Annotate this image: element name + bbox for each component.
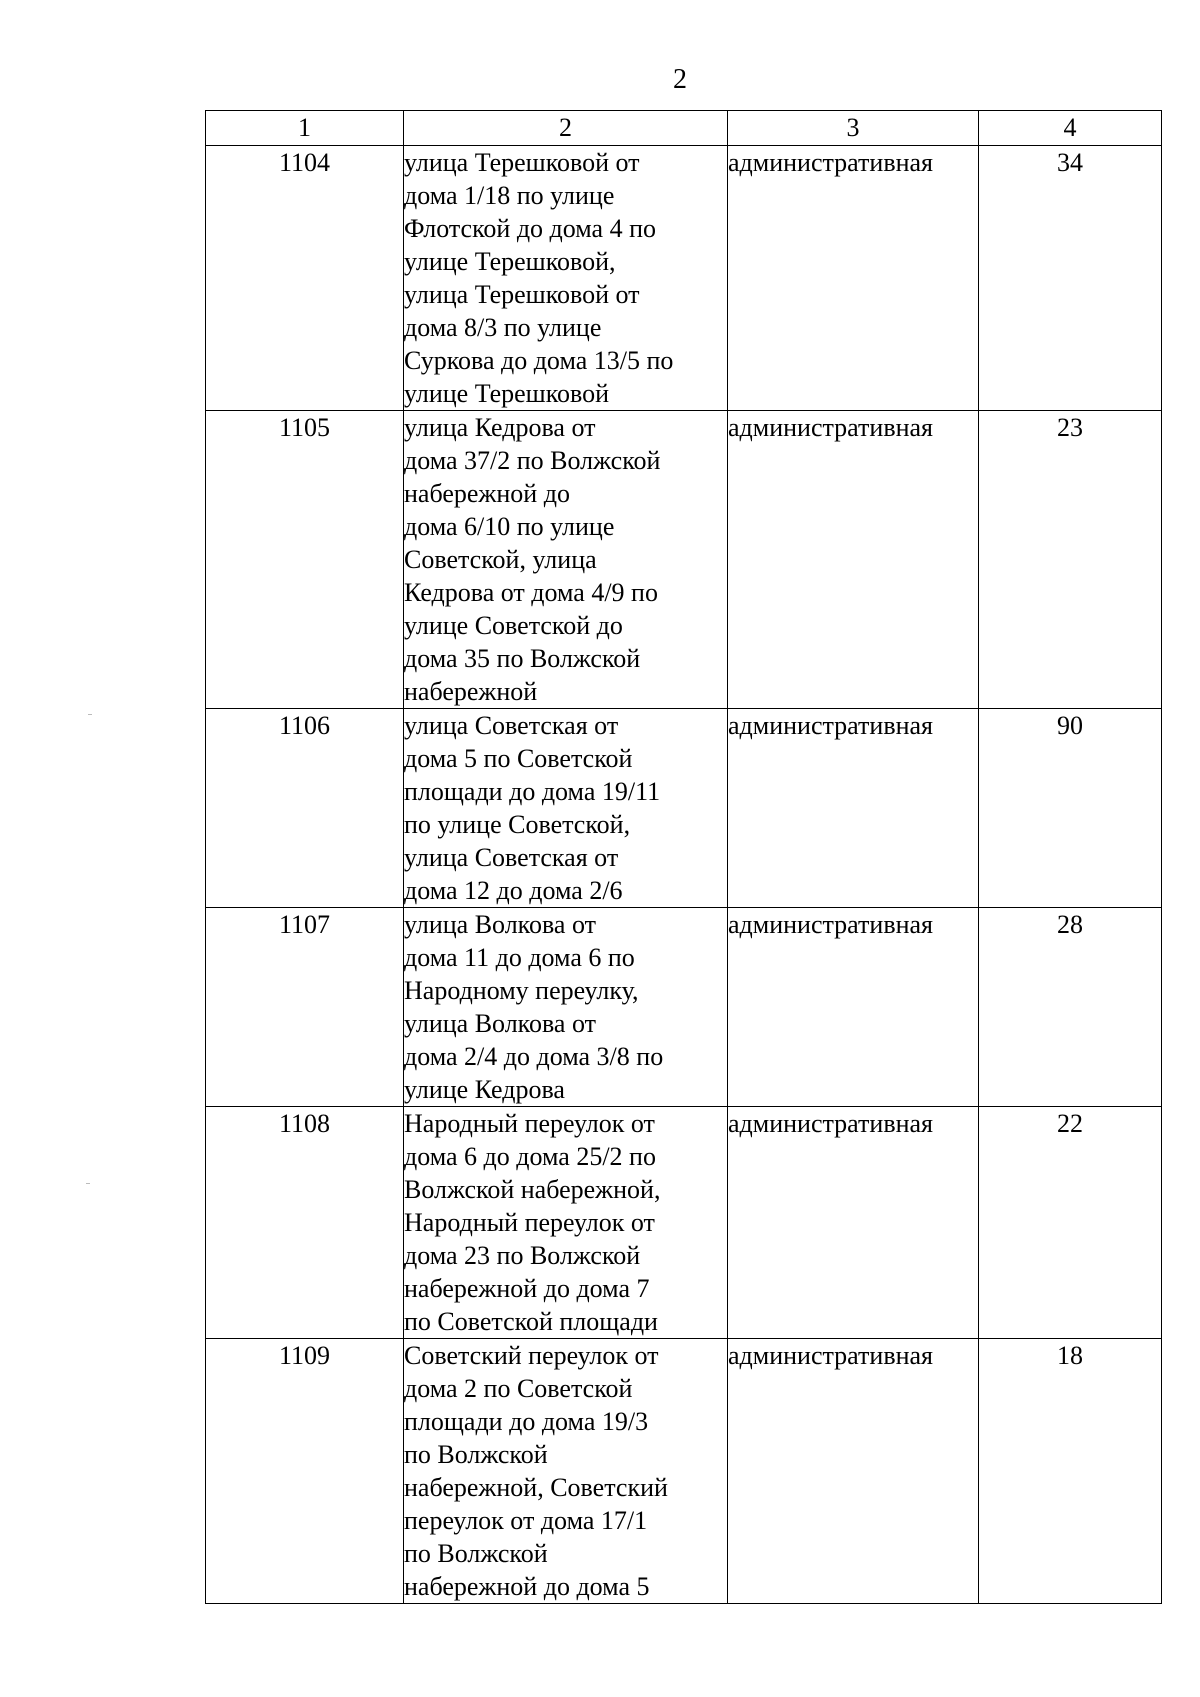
- description-line: дома 6/10 по улице: [404, 512, 615, 541]
- description-line: дома 12 до дома 2/6: [404, 876, 623, 905]
- value-cell: 18: [979, 1339, 1162, 1604]
- value-cell: 34: [979, 146, 1162, 411]
- description-line: улица Советская от: [404, 843, 619, 872]
- description-line: Народный переулок от: [404, 1109, 655, 1138]
- description-line: переулок от дома 17/1: [404, 1506, 648, 1535]
- description-line: дома 23 по Волжской: [404, 1241, 641, 1270]
- value-cell: 23: [979, 411, 1162, 709]
- row-number-cell: 1108: [206, 1107, 404, 1339]
- description-line: улица Терешковой от: [404, 280, 640, 309]
- description-line: Народному переулку,: [404, 976, 639, 1005]
- value-cell: 90: [979, 709, 1162, 908]
- description-line: Кедрова от дома 4/9 по: [404, 578, 658, 607]
- description-line: улице Советской до: [404, 611, 623, 640]
- table-row: [206, 411, 1162, 709]
- column-header-2: 2: [404, 111, 728, 146]
- street-type-cell: административная: [728, 1107, 979, 1339]
- table-row: [206, 146, 1162, 411]
- description-line: улице Кедрова: [404, 1075, 565, 1104]
- description-line: дома 2 по Советской: [404, 1374, 633, 1403]
- description-line: набережной: [404, 677, 538, 706]
- description-line: улица Волкова от: [404, 910, 596, 939]
- description-line: Волжской набережной,: [404, 1175, 661, 1204]
- street-description-cell: [404, 709, 728, 908]
- scan-speck: [88, 714, 92, 715]
- description-line: дома 8/3 по улице: [404, 313, 602, 342]
- description-line: улица Волкова от: [404, 1009, 596, 1038]
- table-row: [206, 908, 1162, 1107]
- description-line: дома 11 до дома 6 по: [404, 943, 635, 972]
- description-line: по Советской площади: [404, 1307, 658, 1336]
- street-type-cell: административная: [728, 1339, 979, 1604]
- street-type-cell: административная: [728, 709, 979, 908]
- value-cell: 28: [979, 908, 1162, 1107]
- page-number: 2: [673, 64, 687, 95]
- row-number-cell: 1104: [206, 146, 404, 411]
- column-header-3: 3: [728, 111, 979, 146]
- table-header-row: [206, 111, 1162, 146]
- table-row: [206, 709, 1162, 908]
- description-line: набережной до: [404, 479, 570, 508]
- description-line: по Волжской: [404, 1440, 548, 1469]
- description-line: Советский переулок от: [404, 1341, 659, 1370]
- registry-table: [205, 110, 1162, 1604]
- description-line: набережной, Советский: [404, 1473, 668, 1502]
- description-line: Флотской до дома 4 по: [404, 214, 657, 243]
- description-line: дома 5 по Советской: [404, 744, 633, 773]
- row-number-cell: 1107: [206, 908, 404, 1107]
- description-line: площади до дома 19/3: [404, 1407, 649, 1436]
- street-type-cell: административная: [728, 908, 979, 1107]
- row-number-cell: 1106: [206, 709, 404, 908]
- row-number-cell: 1109: [206, 1339, 404, 1604]
- row-number-cell: 1105: [206, 411, 404, 709]
- description-line: набережной до дома 7: [404, 1274, 650, 1303]
- description-line: дома 2/4 до дома 3/8 по: [404, 1042, 664, 1071]
- description-line: площади до дома 19/11: [404, 777, 661, 806]
- description-line: по улице Советской,: [404, 810, 631, 839]
- street-description-cell: [404, 411, 728, 709]
- description-line: Суркова до дома 13/5 по: [404, 346, 674, 375]
- table-row: [206, 1339, 1162, 1604]
- column-header-4: 4: [979, 111, 1162, 146]
- street-description-cell: [404, 1339, 728, 1604]
- scan-speck: [86, 1183, 90, 1184]
- street-description-cell: [404, 1107, 728, 1339]
- description-line: дома 37/2 по Волжской: [404, 446, 661, 475]
- description-line: улице Терешковой,: [404, 247, 616, 276]
- street-type-cell: административная: [728, 411, 979, 709]
- description-line: улица Кедрова от: [404, 413, 596, 442]
- street-description-cell: [404, 908, 728, 1107]
- table-row: [206, 1107, 1162, 1339]
- description-line: набережной до дома 5: [404, 1572, 650, 1601]
- value-cell: 22: [979, 1107, 1162, 1339]
- description-line: улице Терешковой: [404, 379, 610, 408]
- street-type-cell: административная: [728, 146, 979, 411]
- description-line: дома 6 до дома 25/2 по: [404, 1142, 656, 1171]
- street-description-cell: [404, 146, 728, 411]
- description-line: по Волжской: [404, 1539, 548, 1568]
- description-line: улица Терешковой от: [404, 148, 640, 177]
- description-line: дома 35 по Волжской: [404, 644, 641, 673]
- description-line: дома 1/18 по улице: [404, 181, 615, 210]
- column-header-1: 1: [206, 111, 404, 146]
- description-line: Народный переулок от: [404, 1208, 655, 1237]
- description-line: улица Советская от: [404, 711, 619, 740]
- description-line: Советской, улица: [404, 545, 597, 574]
